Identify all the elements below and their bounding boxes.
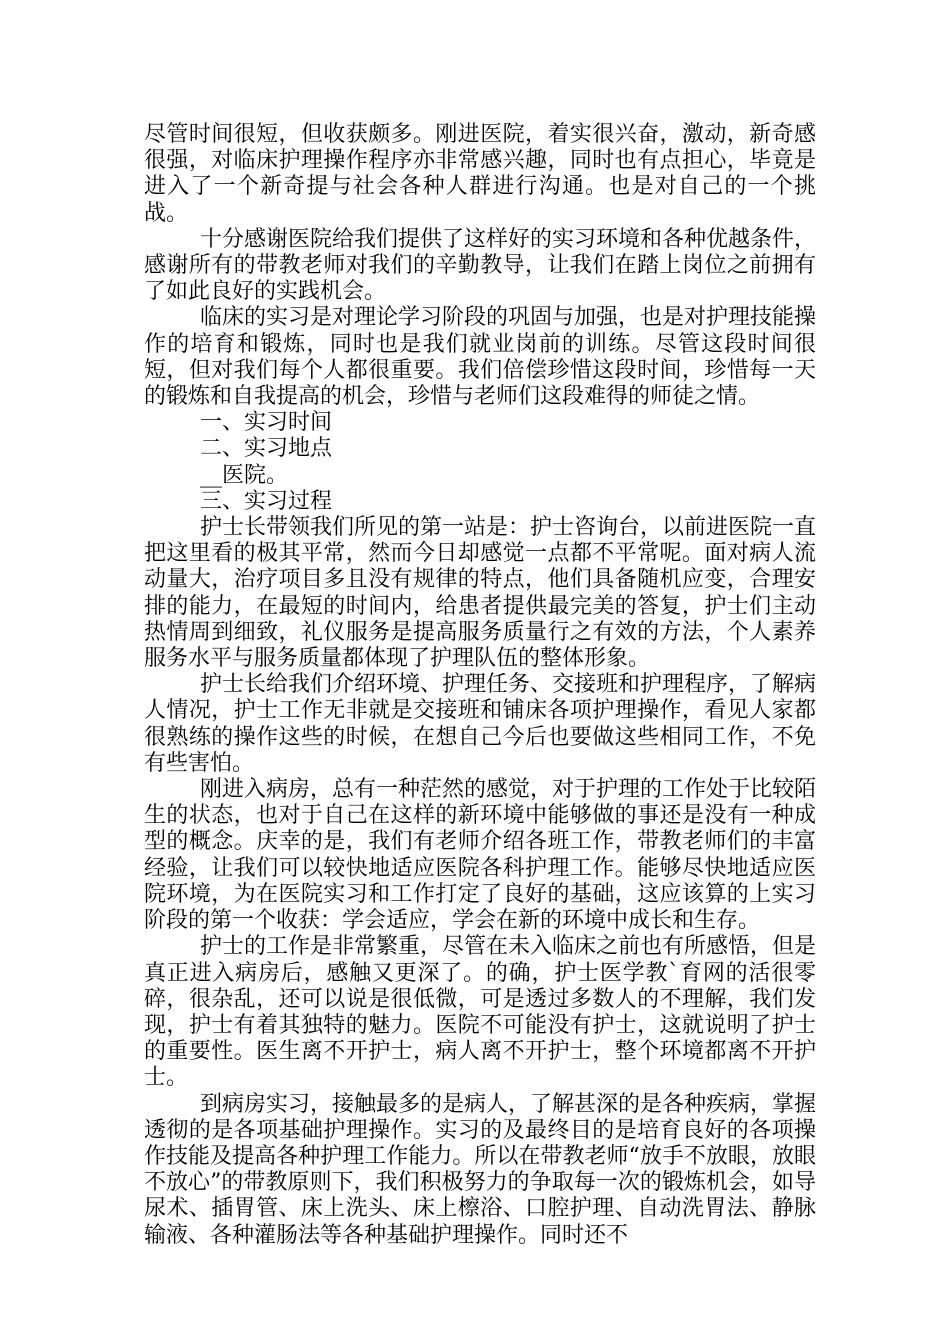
- paragraph-5: 护士长给我们介绍环境、护理任务、交接班和护理程序，了解病人情况，护士工作无非就是交接班和铺床各项护理操作，看见人家都很熟练的操作这些的时候，在想自己今后也要做这些相同工作，不免有些害怕。: [144, 672, 817, 776]
- section-heading-process: 三、实习过程: [200, 488, 333, 514]
- paragraph-2: 十分感谢医院给我们提供了这样好的实习环境和各种优越条件，感谢所有的带教老师对我们的辛勤教导，让我们在踏上岗位之前拥有了如此良好的实践机会。: [144, 226, 817, 305]
- section-heading-time: 一、实习时间: [200, 410, 333, 436]
- document-body: [144, 122, 816, 1249]
- location-value: __医院。: [200, 462, 289, 488]
- paragraph-6: 刚进入病房，总有一种茫然的感觉，对于护理的工作处于比较陌生的状态，也对于自己在这样的新环境中能够做的事还是没有一种成型的概念。庆幸的是，我们有老师介绍各班工作，带教老师们的丰富经验，让我们可以较快地适应医院各科护理工作。能够尽快地适应医院环境，为在医院实习和工作打定了良好的基础，这应该算的上实习阶段的第一个收获：学会适应，学会在新的环境中成长和生存。: [144, 777, 817, 934]
- paragraph-3: 临床的实习是对理论学习阶段的巩固与加强，也是对护理技能操作的培育和锻炼，同时也是我们就业岗前的训练。尽管这段时间很短，但对我们每个人都很重要。我们倍偿珍惜这段时间，珍惜每一天的锻炼和自我提高的机会，珍惜与老师们这段难得的师徒之情。: [144, 305, 817, 410]
- paragraph-1: 尽管时间很短，但收获颇多。刚进医院，着实很兴奋，激动，新奇感很强，对临床护理操作程序亦非常感兴趣，同时也有点担心，毕竟是进入了一个新奇提与社会各种人群进行沟通。也是对自己的一个挑战。: [144, 122, 816, 226]
- section-heading-location: 二、实习地点: [200, 436, 333, 462]
- paragraph-4: 护士长带领我们所见的第一站是：护士咨询台，以前进医院一直把这里看的极其平常，然而今日却感觉一点都不平常呢。面对病人流动量大，治疗项目多且没有规律的特点，他们具备随机应变，合理安排的能力，在最短的时间内，给患者提供最完美的答复，护士们主动热情周到细致，礼仪服务是提高服务质量行之有效的方法，个人素养服务水平与服务质量都体现了护理队伍的整体形象。: [144, 515, 817, 672]
- paragraph-8: 到病房实习，接触最多的是病人，了解甚深的是各种疾病，掌握透彻的是各项基础护理操作。实习的及最终目的是培育良好的各项操作技能及提高各种护理工作能力。所以在带教老师“放手不放眼，放眼不放心”的带教原则下，我们积极努力的争取每一次的锻炼机会，如导尿术、插胃管、床上洗头、床上檫浴、口腔护理、自动洗胃法、静脉输液、各种灌肠法等各种基础护理操作。同时还不: [144, 1091, 817, 1248]
- paragraph-7: 护士的工作是非常繁重，尽管在未入临床之前也有所感悟，但是真正进入病房后，感触又更深了。的确，护士医学教`育网的活很零碎，很杂乱，还可以说是很低微，可是透过多数人的不理解，我们发现，护士有着其独特的魅力。医院不可能没有护士，这就说明了护士的重要性。医生离不开护士，病人离不开护士，整个环境都离不开护士。: [144, 934, 817, 1091]
